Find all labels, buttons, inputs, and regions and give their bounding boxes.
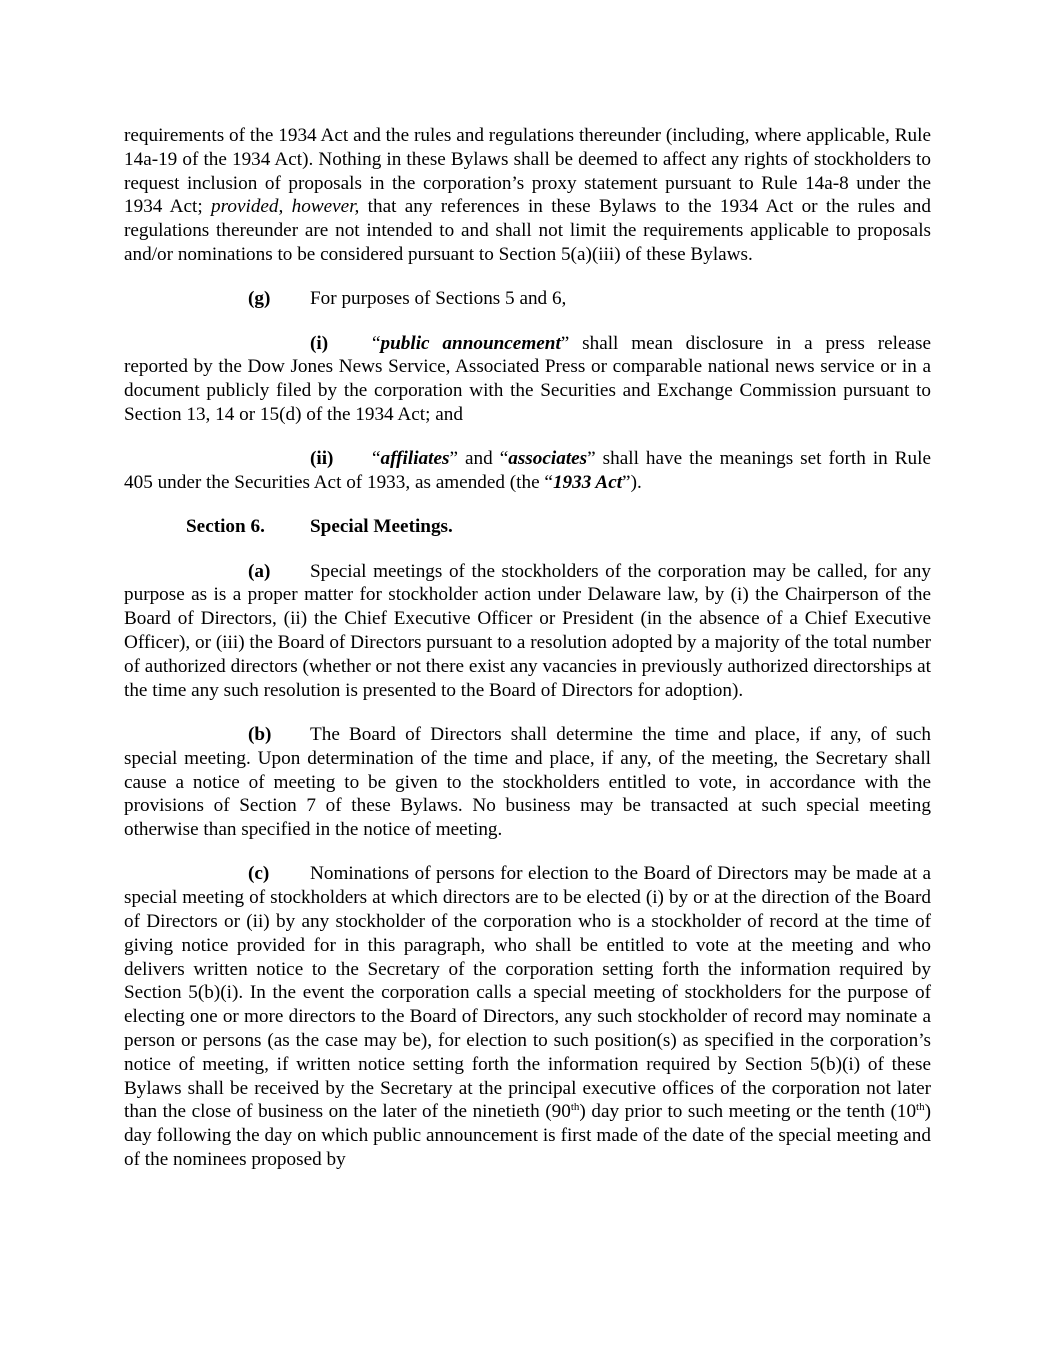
document-page (124, 124, 931, 1192)
clause-label: (a) (248, 560, 271, 582)
paragraph-g-ii (124, 447, 931, 495)
paragraph-text: ”). (622, 472, 642, 494)
defined-term: public announcement (380, 332, 561, 354)
quote-mark: “ (372, 448, 381, 470)
paragraph-text: For purposes of Sections 5 and 6, (310, 288, 567, 310)
paragraph-text: ” shall have the meanings set forth in Rule 405 under the Securities Act of 1933, as amended (the “ (124, 448, 931, 494)
paragraph-g-i (124, 332, 931, 427)
paragraph-a (124, 560, 931, 703)
superscript: th (916, 1101, 925, 1114)
superscript: th (570, 1101, 580, 1114)
paragraph-text: ” and “ (449, 448, 509, 470)
paragraph-text: The Board of Directors shall determine the time and place, if any, of such special meeting. Upon determination of the time and place, if any, of the meeting, the Secretary shall cause a notice of meeting to be given to the stockholders entitled to vote, in accordance with the provisions of Section 7 of these Bylaws. No business may be transacted at such special meeting otherwise than specified in the notice of meeting. (124, 723, 931, 841)
paragraph-text: ) day prior to such meeting or the tenth (10 (579, 1101, 917, 1123)
section-number: Section 6. (186, 516, 265, 538)
paragraph-text: ” shall mean disclosure in a press release reported by the Dow Jones News Service, Associated Press or comparable national news service or in a document publicly filed by the corporation with the Securities and Exchange Commission pursuant to Section 13, 14 or 15(d) of the 1934 Act; and (124, 332, 932, 425)
quote-mark: “ (372, 332, 381, 354)
clause-label: (i) (310, 332, 329, 354)
paragraph-text: ) day following the day on which public announcement is first made of the date of the special meeting and of the nominees proposed by (124, 1101, 931, 1170)
defined-term: affiliates (380, 448, 450, 470)
paragraph-text: that any references in these Bylaws to the 1934 Act or the rules and regulations thereunder are not intended to and shall not limit the requirements applicable to proposals and/or nominations to be considered pursuant to Section 5(a)(iii) of these Bylaws. (124, 196, 931, 265)
clause-label: (b) (248, 723, 272, 745)
paragraph-continuation (124, 124, 931, 267)
section-heading (124, 515, 931, 539)
italic-phrase: provided, however, (211, 196, 360, 218)
defined-term: 1933 Act (552, 472, 623, 494)
paragraph-g (124, 287, 931, 311)
paragraph-text: Special meetings of the stockholders of the corporation may be called, for any purpose as is a proper matter for stockholder action under Delaware law, by (i) the Chairperson of the Board of Directors, (ii) the Chief Executive Officer or President (in the absence of a Chief Executive Officer), or (iii) the Board of Directors pursuant to a resolution adopted by a majority of the total number of authorized directors (whether or not there exist any vacancies in previously authorized directorships at the time any such resolution is presented to the Board of Directors for adoption). (124, 560, 931, 701)
paragraph-text: Nominations of persons for election to the Board of Directors may be made at a special meeting of stockholders at which directors are to be elected (i) by or at the direction of the Board of Directors or (ii) by any stockholder of the corporation who is a stockholder of record at the time of giving notice provided for in this paragraph, who shall be entitled to vote at the meeting and who delivers written notice to the Secretary of the corporation setting forth the information required by Section 5(b)(i). In the event the corporation calls a special meeting of stockholders for the purpose of electing one or more directors to the Board of Directors, any such stockholder of record may nominate a person or persons (as the case may be), for election to such position(s) as specified in the corporation’s notice of meeting, if written notice setting forth the information required by Section 5(b)(i) of these Bylaws shall be received by the Secretary at the principal executive offices of the corporation not later than the close of business on the later of the ninetieth (90 (124, 863, 931, 1123)
paragraph-b (124, 723, 931, 842)
clause-label: (g) (248, 288, 271, 310)
defined-term: associates (508, 448, 588, 470)
paragraph-c (124, 862, 931, 1171)
section-title: Special Meetings. (310, 516, 453, 538)
clause-label: (ii) (310, 448, 334, 470)
clause-label: (c) (248, 863, 270, 885)
paragraph-text: requirements of the 1934 Act and the rules and regulations thereunder (including, where applicable, Rule 14a-19 of the 1934 Act). Nothing in these Bylaws shall be deemed to affect any rights of stockholders to request inclusion of proposals in the corporation’s proxy statement pursuant to Rule 14a-8 under the 1934 Act; (124, 125, 931, 218)
